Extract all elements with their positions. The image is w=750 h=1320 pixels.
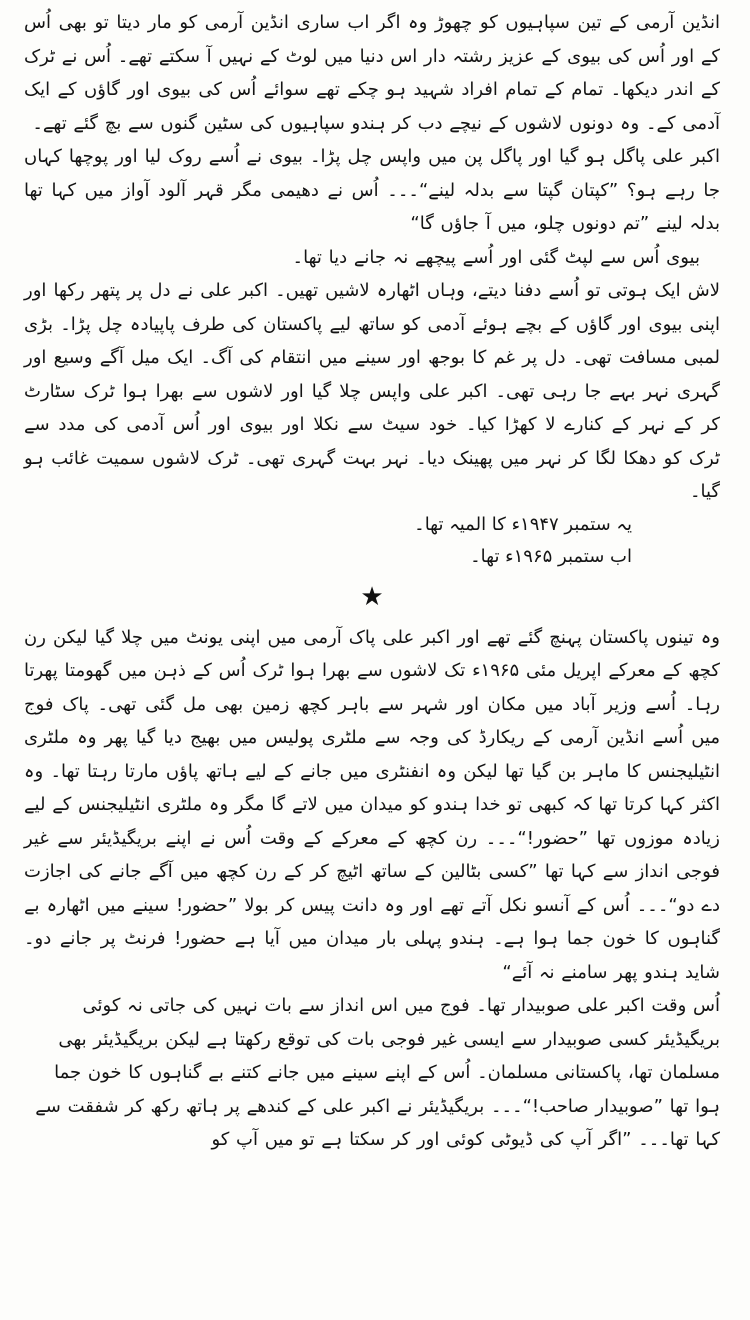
date-line-1947: یہ ستمبر ۱۹۴۷ء کا المیہ تھا۔ bbox=[414, 513, 632, 535]
paragraph-truck-scene: انڈین آرمی کے تین سپاہیوں کو چھوڑ وہ اگر اب ساری انڈین آرمی کو مار دیتا تو بھی اُس کے اور اُس کی بیوی کے عزیز رشتہ دار اس دنیا میں لوٹ کے نہیں آ سکتے تھے۔ اُس نے ٹرک کے اندر دیکھا۔ تمام کے تمام افراد شہید ہو چکے تھے سوائے اُس کی بیوی اور گاؤں کے ایک آدمی کے۔ وہ دونوں لاشوں کے نیچے دب کر ہندو سپاہیوں کی سٹین گنوں سے بچ گئے تھے۔ bbox=[24, 12, 720, 134]
paragraph-brigadier: اُس وقت اکبر علی صوبیدار تھا۔ فوج میں اس انداز سے بات نہیں کی جاتی نہ کوئی بریگیڈیئر کسی صوبیدار سے ایسی غیر فوجی بات کی توقع رکھتا ہے لیکن بریگیڈیئر بھی مسلمان تھا، پاکستانی مسلمان۔ اُس کے اپنے سینے میں جانے کتنے بے گناہوں کا خون جما ہوا تھا ”صوبیدار صاحب!“۔۔۔ بریگیڈیئر نے اکبر علی کے کندھے پر ہاتھ رکھ کر شفقت سے کہا تھا۔۔۔ ”اگر آپ کی ڈیوٹی کوئی اور کر سکتا ہے تو میں آپ کو bbox=[35, 995, 720, 1150]
paragraph-pakistan-army: وہ تینوں پاکستان پہنچ گئے تھے اور اکبر علی پاک آرمی میں اپنی یونٹ میں چلا گیا لیکن رن کچھ کے معرکے اپریل مئی ۱۹۶۵ء تک لاشوں سے بھرا ہوا ٹرک اُس کے ذہن میں گھومتا پھرتا رہا۔ اُسے وزیر آباد میں مکان اور شہر سے باہر کچھ زمین بھی مل گئی تھی۔ پاک فوج میں اُسے انڈین آرمی کے ریکارڈ کی وجہ سے ملٹری پولیس میں بھیج دیا گیا پھر وہ ملٹری انٹیلیجنس کا ماہر بن گیا تھا لیکن وہ انفنٹری میں جانے کے لیے ہاتھ پاؤں مارتا رہتا تھا۔ وہ اکثر کہا کرتا تھا کہ کبھی تو خدا ہندو کو میدان میں لاتے گا مگر وہ ملٹری انٹیلیجنس کے لیے زیادہ موزوں تھا ”حضور!“۔۔۔ رن کچھ کے معرکے کے وقت اُس نے اپنے بریگیڈیئر سے غیر فوجی انداز سے کہا تھا ”کسی بٹالین کے ساتھ اٹیچ کر کے رن کچھ میں آگے جانے کی اجازت دے دو“۔۔۔ اُس کے آنسو نکل آتے تھے اور وہ دانت پیس کر بولا ”حضور! سینے میں اٹھارہ بے گناہوں کا خون جما ہوا ہے۔ ہندو پہلی بار میدان میں آیا ہے حضور! فرنٹ پر جانے دو۔ شاید ہندو پھر سامنے نہ آئے“ bbox=[24, 626, 720, 983]
section-two bbox=[24, 621, 720, 1157]
paragraph-wife-stops: بیوی اُس سے لپٹ گئی اور اُسے پیچھے نہ جانے دیا تھا۔ bbox=[292, 246, 700, 268]
date-lines bbox=[24, 509, 720, 573]
date-line-1965: اب ستمبر ۱۹۶۵ء تھا۔ bbox=[470, 545, 632, 567]
paragraph-canal: لاش ایک ہوتی تو اُسے دفنا دیتے، وہاں اٹھارہ لاشیں تھیں۔ اکبر علی نے دل پر پتھر رکھا اور اپنی بیوی اور گاؤں کے بچے ہوئے آدمی کو ساتھ لیے پاکستان کی طرف پاپیادہ چل پڑا۔ بڑی لمبی مسافت تھی۔ دل پر غم کا بوجھ اور سینے میں انتقام کی آگ۔ ایک میل آگے وسیع اور گہری نہر بہے جا رہی تھی۔ اکبر علی واپس چلا گیا اور لاشوں سے بھرا ہوا ٹرک سٹارٹ کر کے نہر کے کنارے لا کھڑا کیا۔ خود سیٹ سے نکلا اور بیوی اور اُس آدمی کی مدد سے ٹرک کو دھکا لگا کر نہر میں پھینک دیا۔ نہر بہت گہری تھی۔ ٹرک لاشوں سمیت غائب ہو گیا۔ bbox=[24, 280, 721, 502]
paragraph-akbar-revenge: اکبر علی پاگل ہو گیا اور پاگل پن میں واپس چل پڑا۔ بیوی نے اُسے روک لیا اور پوچھا کہاں جا رہے ہو؟ ”کپتان گپتا سے بدلہ لینے“۔۔۔ اُس نے دھیمی مگر قہر آلود آواز میں کہا تھا بدلہ لینے ”تم دونوں چلو، میں آ جاؤں گا“ bbox=[24, 146, 720, 234]
section-one bbox=[24, 6, 720, 573]
section-divider bbox=[24, 575, 720, 619]
star-icon: ★ bbox=[360, 581, 384, 612]
